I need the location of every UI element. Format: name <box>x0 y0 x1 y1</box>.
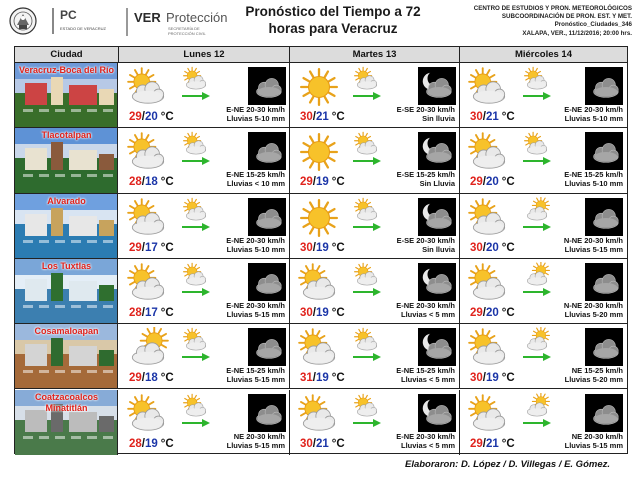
weather-icon <box>466 131 512 173</box>
weather-icon <box>296 262 342 304</box>
night-panel <box>585 328 623 366</box>
night-cloud-icon <box>248 394 286 432</box>
min-temp: 19 <box>486 372 499 385</box>
night-panel <box>585 394 623 432</box>
rain-text: Sin lluvia <box>422 114 455 123</box>
max-temp: 29 <box>470 176 483 189</box>
temperature <box>470 111 515 123</box>
temp-unit: °C <box>160 437 174 450</box>
max-temp: 30 <box>300 437 313 450</box>
temp-unit: °C <box>160 111 174 123</box>
wind-text: E-NE 15-25 km/h <box>226 366 285 376</box>
rain-text: Sin lluvia <box>422 244 455 254</box>
weather-icon <box>125 327 171 369</box>
weather-icon <box>296 66 342 108</box>
inst-line-4: XALAPA, VER., 11/12/2016; 20:00 hrs. <box>522 29 632 37</box>
wind-text: E-SE 15-25 km/h <box>396 170 455 180</box>
temp-unit: °C <box>501 306 515 319</box>
temp-separator: / <box>312 372 316 385</box>
wind-arrow-icon <box>181 418 211 428</box>
temp-unit: °C <box>331 241 345 254</box>
temp-separator: / <box>482 111 486 123</box>
temp-separator: / <box>312 306 316 319</box>
city-name: Coatzacoalcos Minatitlán <box>34 391 99 413</box>
forecast-cell <box>119 63 290 127</box>
temp-separator: / <box>312 241 316 254</box>
min-temp: 18 <box>145 176 158 189</box>
min-temp: 19 <box>316 241 329 254</box>
weather-small-icon <box>179 262 213 288</box>
institution-block <box>432 5 632 38</box>
table-row <box>15 128 627 193</box>
city-cell <box>15 194 118 258</box>
night-panel <box>418 67 456 105</box>
night-cloud-icon <box>585 132 623 170</box>
inst-line-2: SUBCOORDINACIÓN DE PRON. EST. Y MET. <box>501 13 632 21</box>
moon-cloud-icon <box>418 132 456 170</box>
wind-text: E-NE 20-30 km/h <box>564 105 623 114</box>
temperature <box>129 438 174 450</box>
forecast-cell <box>460 390 627 455</box>
wind-text: E-NE 15-25 km/h <box>564 170 623 180</box>
night-panel <box>585 132 623 170</box>
min-temp: 21 <box>486 437 499 450</box>
wind-arrow-icon <box>181 156 211 166</box>
weather-small-icon <box>520 131 554 157</box>
weather-small-icon <box>520 393 554 419</box>
temp-separator: / <box>482 241 486 254</box>
city-cell <box>15 259 118 323</box>
forecast-cell <box>290 259 460 323</box>
proteccion-text: Protección <box>166 10 228 25</box>
night-panel <box>585 198 623 236</box>
min-temp: 18 <box>145 372 158 385</box>
max-temp: 30 <box>300 306 313 319</box>
rain-text: Lluvias 5-10 mm <box>564 114 623 123</box>
weather-small-icon <box>350 262 384 288</box>
temperature <box>129 307 174 319</box>
wind-text: NE 20-30 km/h <box>233 431 285 441</box>
city-cell <box>15 128 118 192</box>
wind-text: E-SE 20-30 km/h <box>396 235 455 245</box>
weather-icon <box>466 327 512 369</box>
night-cloud-icon <box>585 67 623 105</box>
weather-icon <box>466 197 512 239</box>
night-panel <box>418 394 456 432</box>
max-temp: 30 <box>470 111 483 123</box>
temperature <box>470 176 515 188</box>
forecast-cell <box>290 128 460 192</box>
weather-small-icon <box>520 66 554 92</box>
temp-unit: °C <box>331 111 345 123</box>
night-panel <box>418 328 456 366</box>
max-temp: 29 <box>470 306 483 319</box>
min-temp: 21 <box>486 111 499 123</box>
max-temp: 28 <box>129 176 142 189</box>
min-temp: 19 <box>316 372 329 385</box>
city-name: Alvarado <box>47 195 86 206</box>
weather-icon <box>296 393 342 435</box>
night-panel <box>248 263 286 301</box>
wind-arrow-icon <box>181 222 211 232</box>
wind-text: E-NE 15-25 km/h <box>226 170 285 180</box>
weather-icon <box>466 393 512 435</box>
temp-unit: °C <box>160 306 174 319</box>
wind-arrow-icon <box>352 352 382 362</box>
forecast-cell <box>119 128 290 192</box>
title-line-1: Pronóstico del Tiempo a 72 <box>245 4 421 19</box>
title-line-2: horas para Veracruz <box>268 21 398 36</box>
min-temp: 17 <box>145 306 158 319</box>
weather-icon <box>296 327 342 369</box>
weather-small-icon <box>179 66 213 92</box>
temp-separator: / <box>141 306 145 319</box>
weather-icon <box>125 262 171 304</box>
night-panel <box>248 198 286 236</box>
temp-separator: / <box>141 241 145 254</box>
rain-text: Lluvias 5-15 mm <box>226 440 285 450</box>
weather-icon <box>125 131 171 173</box>
weather-icon <box>125 197 171 239</box>
rain-text: Lluvias < 10 mm <box>226 179 285 189</box>
temp-separator: / <box>312 176 316 189</box>
weather-small-icon <box>350 327 384 353</box>
forecast-cell <box>460 324 627 388</box>
night-panel <box>418 198 456 236</box>
weather-icon <box>125 66 171 108</box>
max-temp: 30 <box>300 111 313 123</box>
moon-cloud-icon <box>418 328 456 366</box>
wind-text: N-NE 20-30 km/h <box>563 235 623 245</box>
forecast-cell <box>460 194 627 258</box>
temp-separator: / <box>141 372 145 385</box>
temp-unit: °C <box>160 241 174 254</box>
night-cloud-icon <box>585 263 623 301</box>
min-temp: 19 <box>316 176 329 189</box>
max-temp: 28 <box>129 306 142 319</box>
forecast-cell <box>460 63 627 127</box>
city-cell <box>15 390 118 455</box>
forecast-cell <box>460 259 627 323</box>
temp-separator: / <box>141 437 145 450</box>
temperature <box>300 307 345 319</box>
moon-cloud-icon <box>418 263 456 301</box>
temp-unit: °C <box>331 306 345 319</box>
wind-arrow-icon <box>522 352 552 362</box>
wind-text: E-NE 20-30 km/h <box>226 105 285 114</box>
city-name: Tlacotalpan <box>41 130 92 141</box>
night-cloud-icon <box>248 132 286 170</box>
temperature <box>300 372 345 384</box>
temp-separator: / <box>141 176 145 189</box>
forecast-cell <box>119 259 290 323</box>
max-temp: 31 <box>300 372 313 385</box>
veracruz-seal-icon <box>8 6 38 38</box>
wind-text: E-NE 20-30 km/h <box>226 235 285 245</box>
wind-arrow-icon <box>522 222 552 232</box>
temperature <box>300 242 345 254</box>
temp-separator: / <box>141 111 145 123</box>
temperature <box>129 111 174 123</box>
rain-text: Lluvias 5-15 mm <box>226 309 285 319</box>
page-header <box>0 0 640 44</box>
col-header-day-3: Miércoles 14 <box>460 47 627 63</box>
max-temp: 29 <box>300 176 313 189</box>
night-cloud-icon <box>248 67 286 105</box>
temp-unit: °C <box>160 176 174 189</box>
temp-separator: / <box>482 437 486 450</box>
night-panel <box>248 328 286 366</box>
wind-text: NE 20-30 km/h <box>571 431 623 441</box>
table-row <box>15 63 627 128</box>
ver-logo-text: VER <box>134 10 161 25</box>
weather-icon <box>125 393 171 435</box>
rain-text: Lluvias 5-10 mm <box>226 114 285 123</box>
inst-line-3: Pronóstico_Ciudades_346 <box>554 21 632 29</box>
rain-text: Lluvias 5-15 mm <box>564 244 623 254</box>
weather-small-icon <box>179 393 213 419</box>
table-row <box>15 390 627 455</box>
moon-cloud-icon <box>418 198 456 236</box>
rain-text: Lluvias < 5 mm <box>401 309 455 319</box>
temperature <box>129 372 174 384</box>
temp-unit: °C <box>331 176 345 189</box>
temp-unit: °C <box>501 372 515 385</box>
max-temp: 30 <box>300 241 313 254</box>
weather-small-icon <box>520 262 554 288</box>
min-temp: 20 <box>145 111 158 123</box>
table-row <box>15 324 627 389</box>
weather-small-icon <box>179 197 213 223</box>
weather-small-icon <box>179 131 213 157</box>
wind-arrow-icon <box>181 91 211 101</box>
weather-small-icon <box>350 131 384 157</box>
max-temp: 29 <box>470 437 483 450</box>
page-title <box>238 3 428 37</box>
wind-arrow-icon <box>352 156 382 166</box>
table-row <box>15 259 627 324</box>
rain-text: Lluvias < 5 mm <box>401 440 455 450</box>
temp-unit: °C <box>501 176 515 189</box>
moon-cloud-icon <box>418 394 456 432</box>
wind-arrow-icon <box>352 418 382 428</box>
temperature <box>300 438 345 450</box>
temp-unit: °C <box>331 372 345 385</box>
rain-text: Sin Lluvia <box>419 179 455 189</box>
wind-arrow-icon <box>181 287 211 297</box>
weather-small-icon <box>350 66 384 92</box>
city-name: Veracruz-Boca del Río <box>18 65 115 75</box>
weather-small-icon <box>350 393 384 419</box>
wind-arrow-icon <box>522 91 552 101</box>
night-cloud-icon <box>585 328 623 366</box>
pc-logo-text: PC <box>60 8 77 22</box>
temp-unit: °C <box>331 437 345 450</box>
weather-icon <box>296 197 342 239</box>
forecast-cell <box>290 63 460 127</box>
rain-text: Lluvias 5-20 mm <box>564 309 623 319</box>
table-row <box>15 194 627 259</box>
weather-icon <box>296 131 342 173</box>
weather-icon <box>466 66 512 108</box>
temperature <box>129 176 174 188</box>
night-panel <box>248 67 286 105</box>
temperature <box>470 438 515 450</box>
wind-text: E-NE 20-30 km/h <box>396 300 455 310</box>
temperature <box>470 307 515 319</box>
wind-arrow-icon <box>522 418 552 428</box>
wind-text: E-NE 20-30 km/h <box>396 431 455 441</box>
wind-arrow-icon <box>181 352 211 362</box>
min-temp: 19 <box>316 306 329 319</box>
temp-separator: / <box>482 176 486 189</box>
max-temp: 28 <box>129 437 142 450</box>
rain-text: Lluvias < 5 mm <box>401 375 455 385</box>
col-header-city: Ciudad <box>15 47 119 63</box>
wind-arrow-icon <box>352 91 382 101</box>
wind-arrow-icon <box>352 287 382 297</box>
wind-text: NE 15-25 km/h <box>571 366 623 376</box>
wind-text: N-NE 20-30 km/h <box>563 300 623 310</box>
forecast-cell <box>460 128 627 192</box>
night-panel <box>248 132 286 170</box>
wind-arrow-icon <box>352 222 382 232</box>
temp-unit: °C <box>501 111 515 123</box>
temp-separator: / <box>482 306 486 319</box>
max-temp: 30 <box>470 372 483 385</box>
night-panel <box>418 263 456 301</box>
city-name: Cosamaloapan <box>34 326 99 337</box>
forecast-cell <box>290 324 460 388</box>
min-temp: 20 <box>486 241 499 254</box>
rain-text: Lluvias 5-15 mm <box>226 375 285 385</box>
wind-arrow-icon <box>522 287 552 297</box>
temperature <box>470 242 515 254</box>
wind-text: E-SE 20-30 km/h <box>396 105 455 114</box>
temp-unit: °C <box>160 372 174 385</box>
rain-text: Lluvias 5-10 mm <box>564 179 623 189</box>
forecast-cell <box>119 324 290 388</box>
night-cloud-icon <box>248 328 286 366</box>
max-temp: 29 <box>129 372 142 385</box>
ver-proteccion-logo <box>120 6 230 38</box>
weather-small-icon <box>350 197 384 223</box>
wind-text: E-NE 15-25 km/h <box>396 366 455 376</box>
max-temp: 29 <box>129 111 142 123</box>
night-cloud-icon <box>248 263 286 301</box>
min-temp: 20 <box>486 176 499 189</box>
forecast-table <box>14 46 628 454</box>
rain-text: Lluvias 5-15 mm <box>564 440 623 450</box>
proteccion-sub: SECRETARÍA DE PROTECCIÓN CIVIL <box>168 26 206 36</box>
temperature <box>470 372 515 384</box>
wind-text: E-NE 20-30 km/h <box>226 300 285 310</box>
temp-separator: / <box>312 437 316 450</box>
rain-text: Lluvias 5-10 mm <box>226 244 285 254</box>
night-panel <box>585 67 623 105</box>
night-cloud-icon <box>585 198 623 236</box>
temp-unit: °C <box>501 437 515 450</box>
temp-separator: / <box>312 111 316 123</box>
weather-small-icon <box>179 327 213 353</box>
min-temp: 21 <box>316 437 329 450</box>
city-cell <box>15 324 118 388</box>
temperature <box>300 111 345 123</box>
temp-separator: / <box>482 372 486 385</box>
forecast-cell <box>119 194 290 258</box>
city-name: Los Tuxtlas <box>41 260 92 271</box>
min-temp: 21 <box>316 111 329 123</box>
forecast-cell <box>290 390 460 455</box>
city-cell <box>15 63 118 127</box>
footer-credits: Elaboraron: D. López / D. Villegas / E. Gómez. <box>405 459 610 470</box>
min-temp: 19 <box>145 437 158 450</box>
forecast-cell <box>119 390 290 455</box>
min-temp: 17 <box>145 241 158 254</box>
weather-small-icon <box>520 197 554 223</box>
temp-unit: °C <box>501 241 515 254</box>
inst-line-1: CENTRO DE ESTUDIOS Y PRON. METEOROLÓGICOS <box>473 5 632 12</box>
weather-small-icon <box>520 327 554 353</box>
temperature <box>300 176 345 188</box>
max-temp: 29 <box>129 241 142 254</box>
pc-logo-sub: ESTADO DE VERACRUZ <box>60 26 106 31</box>
min-temp: 20 <box>486 306 499 319</box>
moon-cloud-icon <box>418 67 456 105</box>
col-header-day-1: Lunes 12 <box>119 47 290 63</box>
wind-arrow-icon <box>522 156 552 166</box>
temperature <box>129 242 174 254</box>
night-panel <box>585 263 623 301</box>
max-temp: 30 <box>470 241 483 254</box>
night-panel <box>418 132 456 170</box>
pc-logo <box>48 8 112 36</box>
night-panel <box>248 394 286 432</box>
night-cloud-icon <box>248 198 286 236</box>
rain-text: Lluvias 5-20 mm <box>564 375 623 385</box>
night-cloud-icon <box>585 394 623 432</box>
col-header-day-2: Martes 13 <box>290 47 460 63</box>
forecast-cell <box>290 194 460 258</box>
weather-icon <box>466 262 512 304</box>
